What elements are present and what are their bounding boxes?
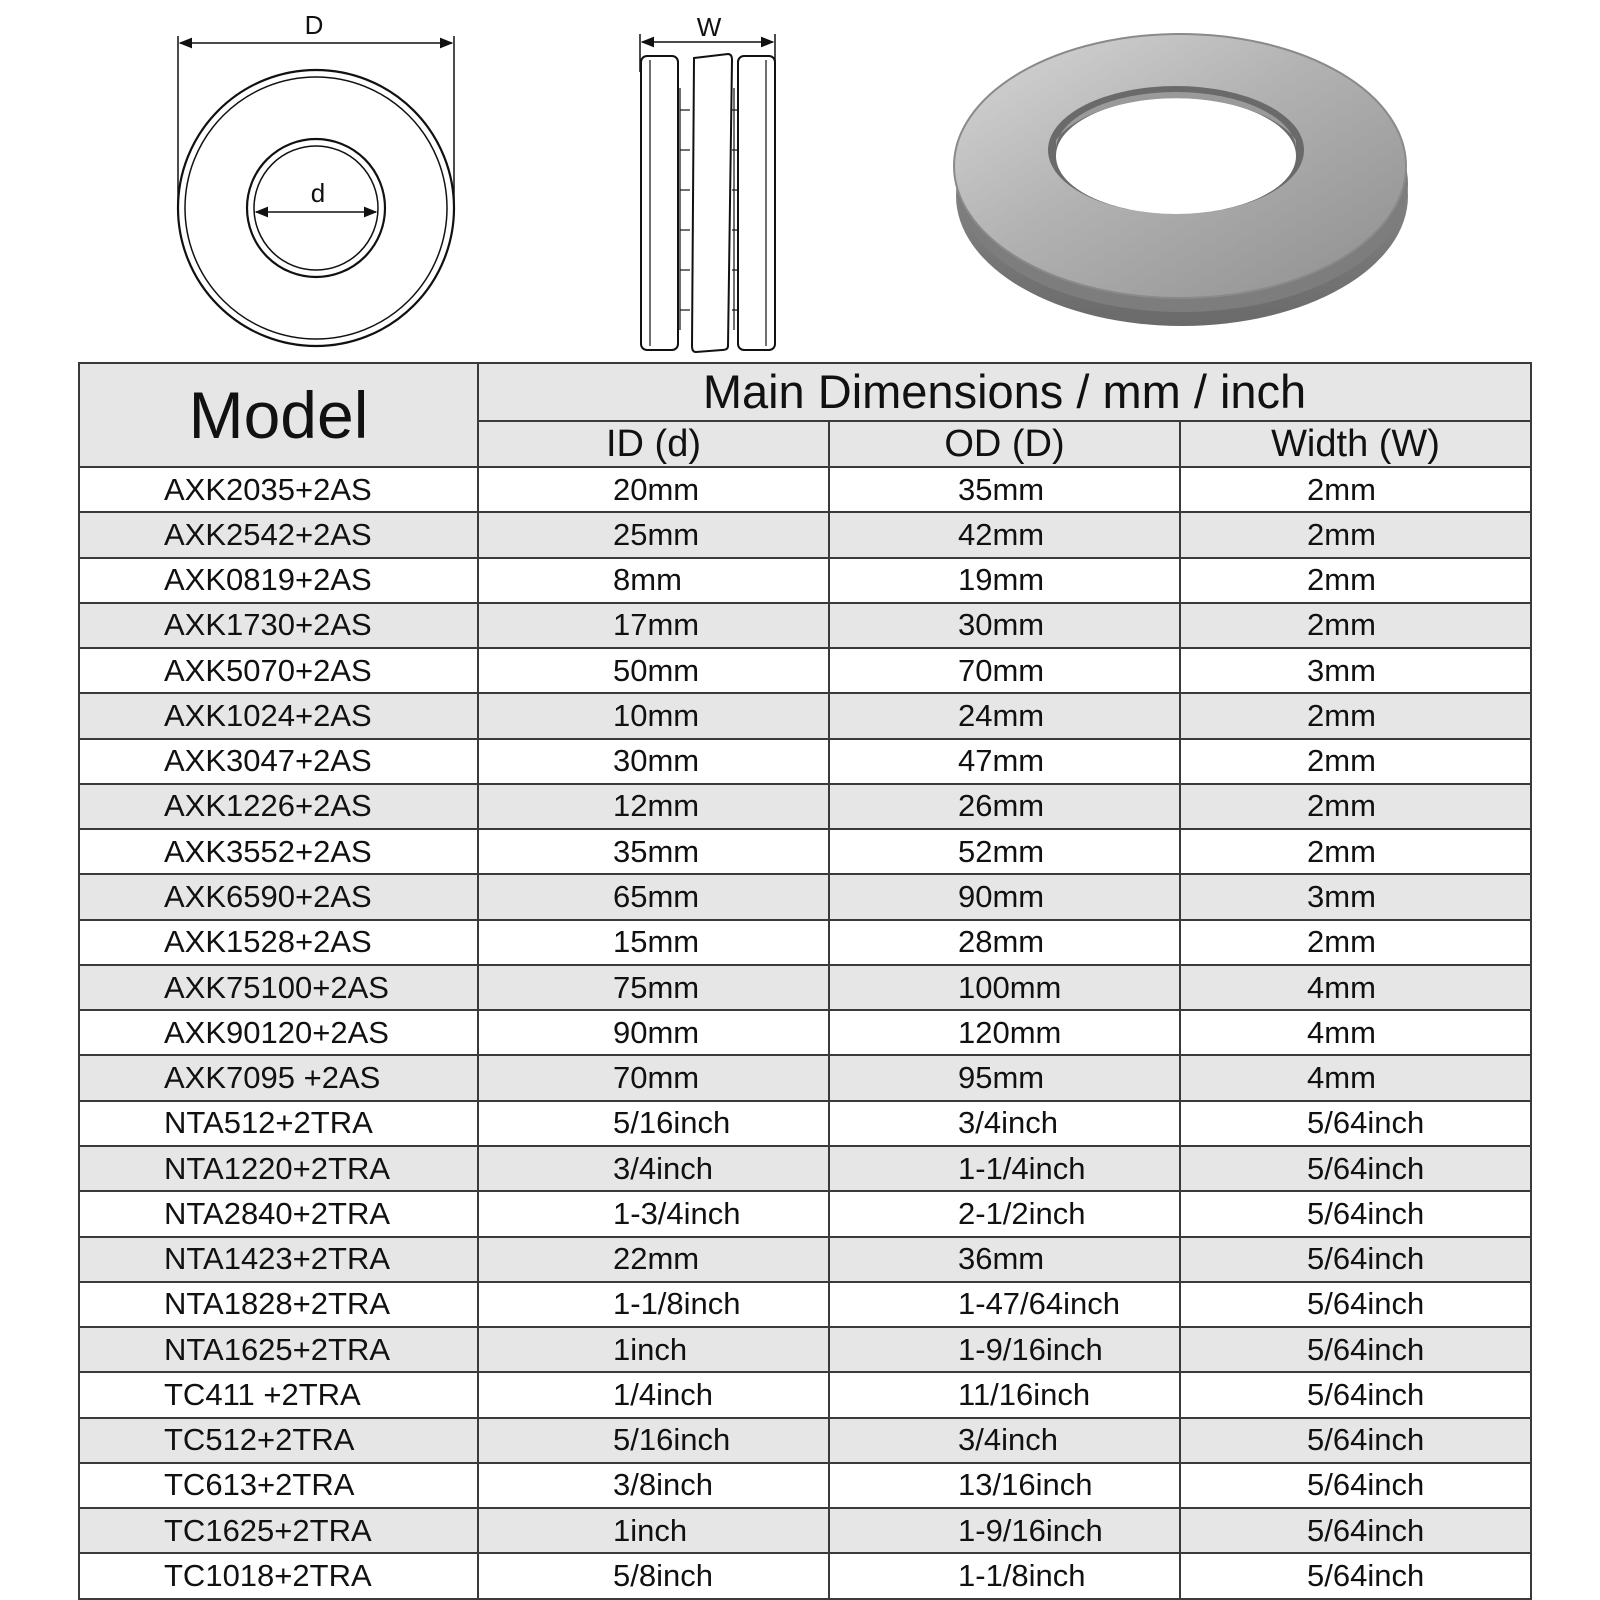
id-cell: 1/4inch (478, 1372, 829, 1417)
technical-drawing (0, 0, 1600, 360)
id-cell: 20mm (478, 467, 829, 512)
table-row (79, 1055, 1531, 1100)
width-cell: 2mm (1180, 739, 1531, 784)
width-cell: 2mm (1180, 920, 1531, 965)
id-cell: 75mm (478, 965, 829, 1010)
width-label: W (696, 12, 722, 42)
table-row (79, 874, 1531, 919)
od-cell: 47mm (829, 739, 1180, 784)
model-cell: AXK3552+2AS (79, 829, 478, 874)
model-cell: AXK1730+2AS (79, 603, 478, 648)
id-column-header: ID (d) (478, 421, 829, 467)
model-cell: AXK6590+2AS (79, 874, 478, 919)
id-cell: 10mm (478, 693, 829, 738)
width-cell: 3mm (1180, 874, 1531, 919)
od-cell: 1-1/8inch (829, 1553, 1180, 1599)
width-cell: 2mm (1180, 693, 1531, 738)
od-cell: 36mm (829, 1237, 1180, 1282)
width-cell: 2mm (1180, 512, 1531, 557)
od-cell: 1-47/64inch (829, 1282, 1180, 1327)
id-cell: 22mm (478, 1237, 829, 1282)
table-row (79, 1237, 1531, 1282)
model-cell: TC1018+2TRA (79, 1553, 478, 1599)
width-cell: 2mm (1180, 784, 1531, 829)
id-cell: 8mm (478, 558, 829, 603)
model-cell: NTA512+2TRA (79, 1101, 478, 1146)
od-cell: 11/16inch (829, 1372, 1180, 1417)
model-cell: AXK1528+2AS (79, 920, 478, 965)
table-row (79, 1418, 1531, 1463)
width-cell: 5/64inch (1180, 1372, 1531, 1417)
id-cell: 5/16inch (478, 1418, 829, 1463)
width-cell: 2mm (1180, 558, 1531, 603)
table-row (79, 1553, 1531, 1599)
table-row (79, 829, 1531, 874)
table-row (79, 1101, 1531, 1146)
bearing-product-image (954, 34, 1408, 326)
model-cell: AXK1226+2AS (79, 784, 478, 829)
od-cell: 1-9/16inch (829, 1508, 1180, 1553)
table-row (79, 467, 1531, 512)
model-cell: AXK0819+2AS (79, 558, 478, 603)
id-cell: 70mm (478, 1055, 829, 1100)
table-row (79, 1282, 1531, 1327)
bearing-drawings (0, 0, 1600, 360)
model-cell: NTA1828+2TRA (79, 1282, 478, 1327)
model-cell: NTA1423+2TRA (79, 1237, 478, 1282)
width-cell: 5/64inch (1180, 1508, 1531, 1553)
width-cell: 2mm (1180, 829, 1531, 874)
width-cell: 2mm (1180, 467, 1531, 512)
model-cell: NTA1220+2TRA (79, 1146, 478, 1191)
table-row (79, 920, 1531, 965)
width-column-header: Width (W) (1180, 421, 1531, 467)
od-cell: 120mm (829, 1010, 1180, 1055)
model-cell: TC411 +2TRA (79, 1372, 478, 1417)
od-cell: 3/4inch (829, 1418, 1180, 1463)
model-cell: AXK75100+2AS (79, 965, 478, 1010)
model-cell: AXK2542+2AS (79, 512, 478, 557)
id-cell: 30mm (478, 739, 829, 784)
od-cell: 1-9/16inch (829, 1327, 1180, 1372)
width-cell: 5/64inch (1180, 1146, 1531, 1191)
width-cell: 5/64inch (1180, 1237, 1531, 1282)
front-view-drawing (178, 10, 454, 346)
id-cell: 12mm (478, 784, 829, 829)
od-cell: 52mm (829, 829, 1180, 874)
outer-diameter-label: D (304, 10, 324, 40)
main-dimensions-header: Main Dimensions / mm / inch (478, 363, 1531, 421)
od-cell: 13/16inch (829, 1463, 1180, 1508)
table-row (79, 693, 1531, 738)
model-header: Model (79, 363, 478, 467)
width-cell: 4mm (1180, 965, 1531, 1010)
table-row (79, 648, 1531, 693)
table-row (79, 1146, 1531, 1191)
od-cell: 42mm (829, 512, 1180, 557)
od-cell: 26mm (829, 784, 1180, 829)
width-cell: 5/64inch (1180, 1327, 1531, 1372)
od-cell: 95mm (829, 1055, 1180, 1100)
table-row (79, 1010, 1531, 1055)
width-cell: 5/64inch (1180, 1418, 1531, 1463)
od-cell: 2-1/2inch (829, 1191, 1180, 1236)
od-cell: 70mm (829, 648, 1180, 693)
model-cell: AXK3047+2AS (79, 739, 478, 784)
id-cell: 3/8inch (478, 1463, 829, 1508)
od-cell: 19mm (829, 558, 1180, 603)
side-view-drawing (640, 12, 775, 352)
id-cell: 15mm (478, 920, 829, 965)
model-cell: TC512+2TRA (79, 1418, 478, 1463)
width-cell: 5/64inch (1180, 1101, 1531, 1146)
od-cell: 90mm (829, 874, 1180, 919)
id-cell: 90mm (478, 1010, 829, 1055)
od-cell: 35mm (829, 467, 1180, 512)
width-cell: 5/64inch (1180, 1463, 1531, 1508)
od-cell: 1-1/4inch (829, 1146, 1180, 1191)
table-row (79, 1508, 1531, 1553)
inner-diameter-label: d (310, 178, 326, 208)
model-cell: AXK90120+2AS (79, 1010, 478, 1055)
od-cell: 3/4inch (829, 1101, 1180, 1146)
width-cell: 3mm (1180, 648, 1531, 693)
id-cell: 1inch (478, 1508, 829, 1553)
table-row (79, 965, 1531, 1010)
table-row (79, 558, 1531, 603)
model-cell: AXK1024+2AS (79, 693, 478, 738)
id-cell: 17mm (478, 603, 829, 648)
od-cell: 30mm (829, 603, 1180, 648)
model-cell: TC1625+2TRA (79, 1508, 478, 1553)
model-cell: TC613+2TRA (79, 1463, 478, 1508)
width-cell: 5/64inch (1180, 1282, 1531, 1327)
table-row (79, 1463, 1531, 1508)
id-cell: 5/16inch (478, 1101, 829, 1146)
table-row (79, 1327, 1531, 1372)
id-cell: 1-3/4inch (478, 1191, 829, 1236)
table-body (79, 467, 1531, 1599)
od-cell: 100mm (829, 965, 1180, 1010)
od-cell: 28mm (829, 920, 1180, 965)
width-cell: 5/64inch (1180, 1191, 1531, 1236)
id-cell: 35mm (478, 829, 829, 874)
id-cell: 5/8inch (478, 1553, 829, 1599)
id-cell: 50mm (478, 648, 829, 693)
od-column-header: OD (D) (829, 421, 1180, 467)
model-cell: AXK5070+2AS (79, 648, 478, 693)
table-row (79, 1191, 1531, 1236)
model-cell: AXK7095 +2AS (79, 1055, 478, 1100)
width-cell: 5/64inch (1180, 1553, 1531, 1599)
width-cell: 4mm (1180, 1055, 1531, 1100)
od-cell: 24mm (829, 693, 1180, 738)
table-row (79, 784, 1531, 829)
width-cell: 2mm (1180, 603, 1531, 648)
dimensions-table (78, 362, 1532, 1600)
table-row (79, 512, 1531, 557)
width-cell: 4mm (1180, 1010, 1531, 1055)
table-row (79, 739, 1531, 784)
model-cell: NTA1625+2TRA (79, 1327, 478, 1372)
id-cell: 25mm (478, 512, 829, 557)
id-cell: 1inch (478, 1327, 829, 1372)
id-cell: 65mm (478, 874, 829, 919)
model-cell: NTA2840+2TRA (79, 1191, 478, 1236)
model-cell: AXK2035+2AS (79, 467, 478, 512)
id-cell: 3/4inch (478, 1146, 829, 1191)
id-cell: 1-1/8inch (478, 1282, 829, 1327)
table-row (79, 603, 1531, 648)
table-row (79, 1372, 1531, 1417)
